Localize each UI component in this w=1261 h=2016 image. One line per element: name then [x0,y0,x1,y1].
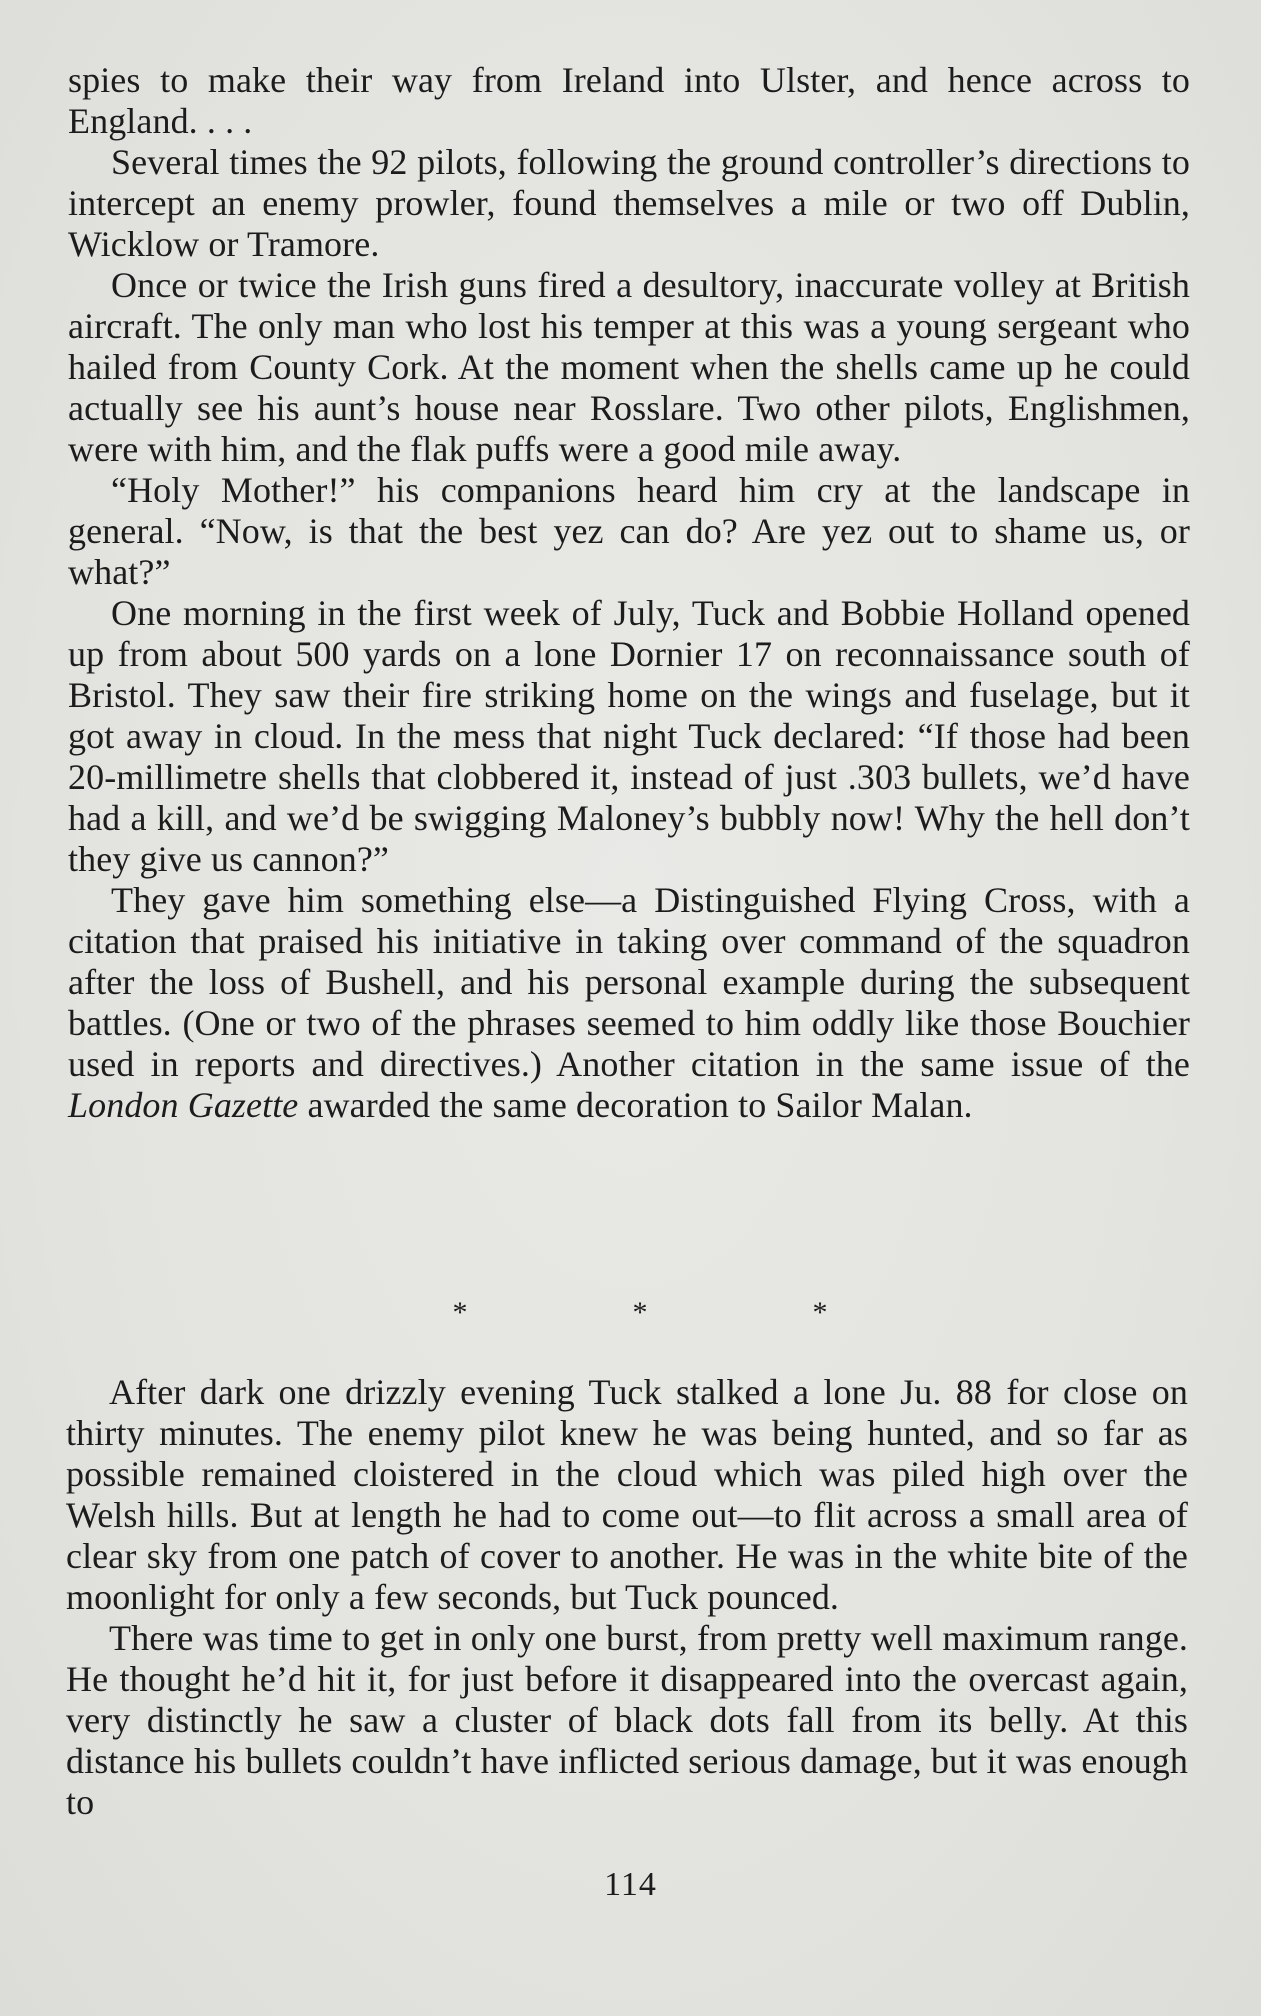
text-column-bottom [66,1372,1188,1823]
paragraph-continued: spies to make their way from Ireland into Ulster, and hence across to England. . . . [68,60,1190,141]
paragraph-dornier: One morning in the first week of July, Tuck and Bobbie Holland opened up from about 500 yards on a lone Dornier 17 on reconnaissance south of Bristol. They saw their fire striking home on the wings and fuselage, but it got away in cloud. In the mess that night Tuck declared: “If those had been 20-millimetre shells that clobbered it, instead of just .303 bullets, we’d have had a kill, and we’d be swigging Maloney’s bubbly now! Why the hell don’t they give us cannon?” [68,593,1190,879]
paragraph-irish-coast: Several times the 92 pilots, following the ground controller’s directions to intercept an enemy prowler, found themselves a mile or two off Dublin, Wicklow or Tramore. [68,142,1190,264]
asterisk-1: * [452,1296,468,1329]
london-gazette-title: London Gazette [68,1085,299,1125]
paragraph-irish-guns: Once or twice the Irish guns fired a desultory, inaccurate volley at British aircraft. The only man who lost his temper at this was a young sergeant who hailed from County Cork. At the moment when the shells came up he could actually see his aunt’s house near Rosslare. Two other pilots, Englishmen, were with him, and the flak puffs were a good mile away. [68,265,1190,469]
paragraph-one-burst: There was time to get in only one burst, from pretty well maximum range. He thought he’d hit it, for just before it disappeared into the overcast again, very distinctly he saw a cluster of black dots fall from its belly. At this distance his bullets couldn’t have inflicted serious damage, but it was enough to [66,1618,1188,1822]
asterisk-2: * [632,1296,648,1329]
section-break [440,1296,840,1330]
paragraph-holy-mother: “Holy Mother!” his companions heard him cry at the landscape in general. “Now, is that the best yez can do? Are yez out to shame us, or what?” [68,470,1190,592]
citation-text-after: awarded the same decoration to Sailor Malan. [298,1085,973,1125]
asterisk-3: * [812,1296,828,1329]
paragraph-ju88-stalk: After dark one drizzly evening Tuck stalked a lone Ju. 88 for close on thirty minutes. The enemy pilot knew he was being hunted, and so far as possible remained cloistered in the cloud which was piled high over the Welsh hills. But at length he had to come out—to flit across a small area of clear sky from one patch of cover to another. He was in the white bite of the moonlight for only a few seconds, but Tuck pounced. [66,1372,1188,1617]
citation-text-before: They gave him something else—a Distinguished Flying Cross, with a citation that praised his initiative in taking over command of the squadron after the loss of Bushell, and his personal example during the subsequent battles. (One or two of the phrases seemed to him oddly like those Bouchier used in reports and directives.) Another citation in the same issue of the [68,880,1190,1084]
paragraph-dfc-citation [68,880,1190,1126]
text-column-top [68,60,1190,1126]
page-number: 114 [604,1866,657,1903]
